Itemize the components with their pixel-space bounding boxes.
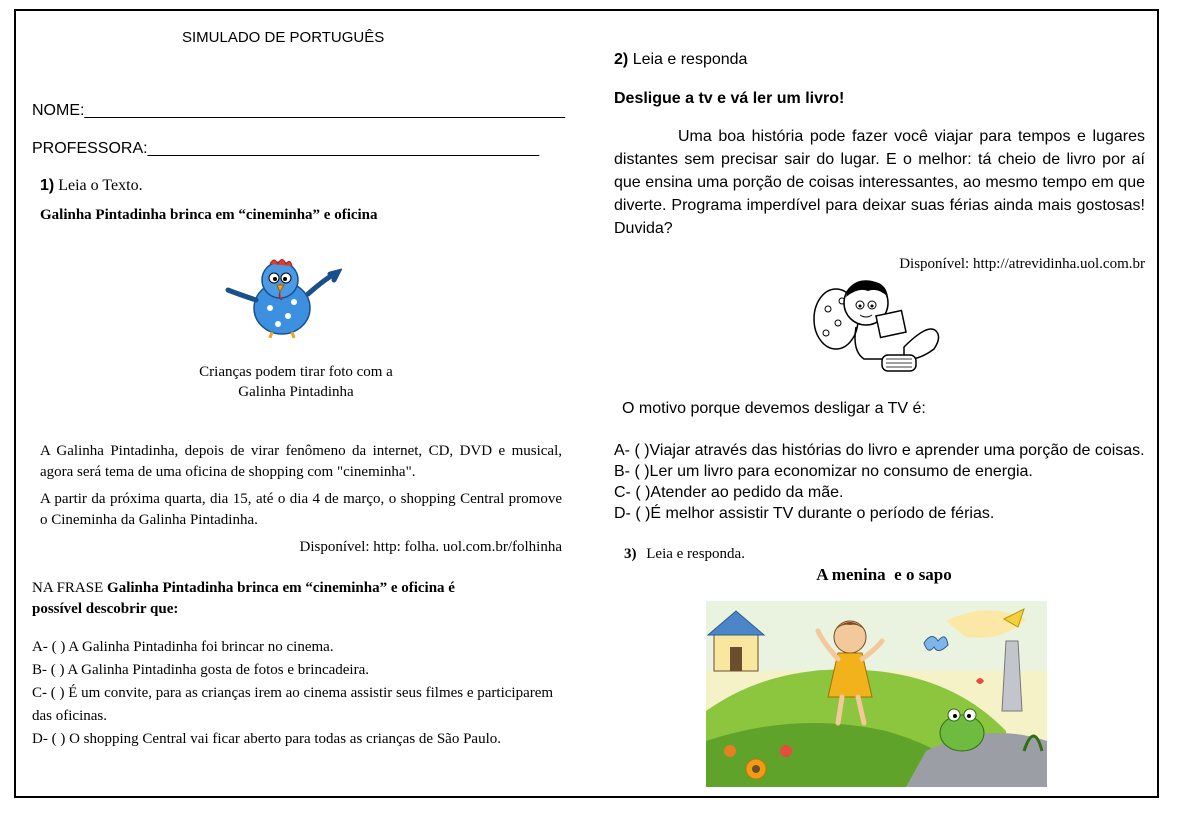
teacher-field[interactable]: PROFESSORA:____________________________________________ <box>32 140 540 157</box>
option-b[interactable]: B- ( )Ler um livro para economizar no consumo de energia. <box>614 463 1033 480</box>
question-prefix: NA FRASE <box>32 580 108 596</box>
article-headline: Desligue a tv e vá ler um livro! <box>614 90 845 107</box>
name-field[interactable]: NOME:______________________________________________________ <box>32 102 565 119</box>
question-3-header <box>624 546 745 563</box>
option-c[interactable]: C- ( )Atender ao pedido da mãe. <box>614 484 844 501</box>
option-c[interactable]: C- ( ) É um convite, para as crianças irem ao cinema assistir seus filmes e participarem das oficinas. <box>32 685 554 724</box>
article-source: Disponível: http: folha. uol.com.br/folhinha <box>299 539 562 555</box>
option-a[interactable]: A- ( ) A Galinha Pintadinha foi brincar no cinema. <box>32 639 334 655</box>
caption-line-1: Crianças podem tirar foto com a <box>199 364 393 380</box>
question-2-prompt: O motivo porque devemos desligar a TV é: <box>622 400 926 417</box>
article-source: Disponível: http://atrevidinha.uol.com.br <box>899 256 1145 272</box>
question-number: 2) <box>614 51 629 68</box>
question-1-options <box>32 636 564 751</box>
question-instruction: Leia e responda. <box>646 546 745 562</box>
question-instruction: Leia e responda <box>632 51 748 68</box>
option-b[interactable]: B- ( ) A Galinha Pintadinha gosta de fotos e brincadeira. <box>32 662 369 678</box>
article-paragraph-1: A Galinha Pintadinha, depois de virar fenômeno da internet, CD, DVD e musical, agora será tema de uma oficina de shopping com "cineminha". <box>40 443 562 480</box>
question-2-header <box>614 51 747 69</box>
child-reading-illustration <box>808 275 944 379</box>
story-title: A menina e o sapo <box>816 565 952 584</box>
question-2-options <box>614 440 1148 524</box>
question-quote: Galinha Pintadinha brinca em “cineminha” e oficina é <box>107 580 455 596</box>
caption-line-2: Galinha Pintadinha <box>238 384 354 400</box>
question-number: 1) <box>40 177 55 194</box>
article-paragraph: Uma boa história pode fazer você viajar para tempos e lugares distantes sem precisar sair do lugar. E o melhor: tá cheio de livro por aí que ensina uma porção de coisas interessantes, ao mesmo tempo em que diverte. Programa imperdível para deixar suas férias ainda mais gostosas! Duvida? <box>614 128 1145 237</box>
option-d[interactable]: D- ( ) O shopping Central vai ficar aberto para todas as crianças de São Paulo. <box>32 731 502 747</box>
question-line-2: possível descobrir que: <box>32 601 179 617</box>
option-d[interactable]: D- ( )É melhor assistir TV durante o período de férias. <box>614 505 995 522</box>
girl-and-frog-illustration <box>706 601 1047 787</box>
question-number: 3) <box>624 546 637 562</box>
article-headline: Galinha Pintadinha brinca em “cineminha” e oficina <box>40 207 378 223</box>
option-a[interactable]: A- ( )Viajar através das histórias do livro e aprender uma porção de coisas. <box>614 442 1145 459</box>
question-1-prompt <box>32 578 552 620</box>
image-caption <box>150 362 442 402</box>
worksheet-title: SIMULADO DE PORTUGUÊS <box>182 29 385 46</box>
question-1-header <box>40 177 143 195</box>
question-instruction: Leia o Texto. <box>58 177 143 194</box>
galinha-pintadinha-illustration <box>222 256 342 338</box>
article-paragraph-2: A partir da próxima quarta, dia 15, até o dia 4 de março, o shopping Central promove o Cineminha da Galinha Pintadinha. <box>40 491 562 528</box>
